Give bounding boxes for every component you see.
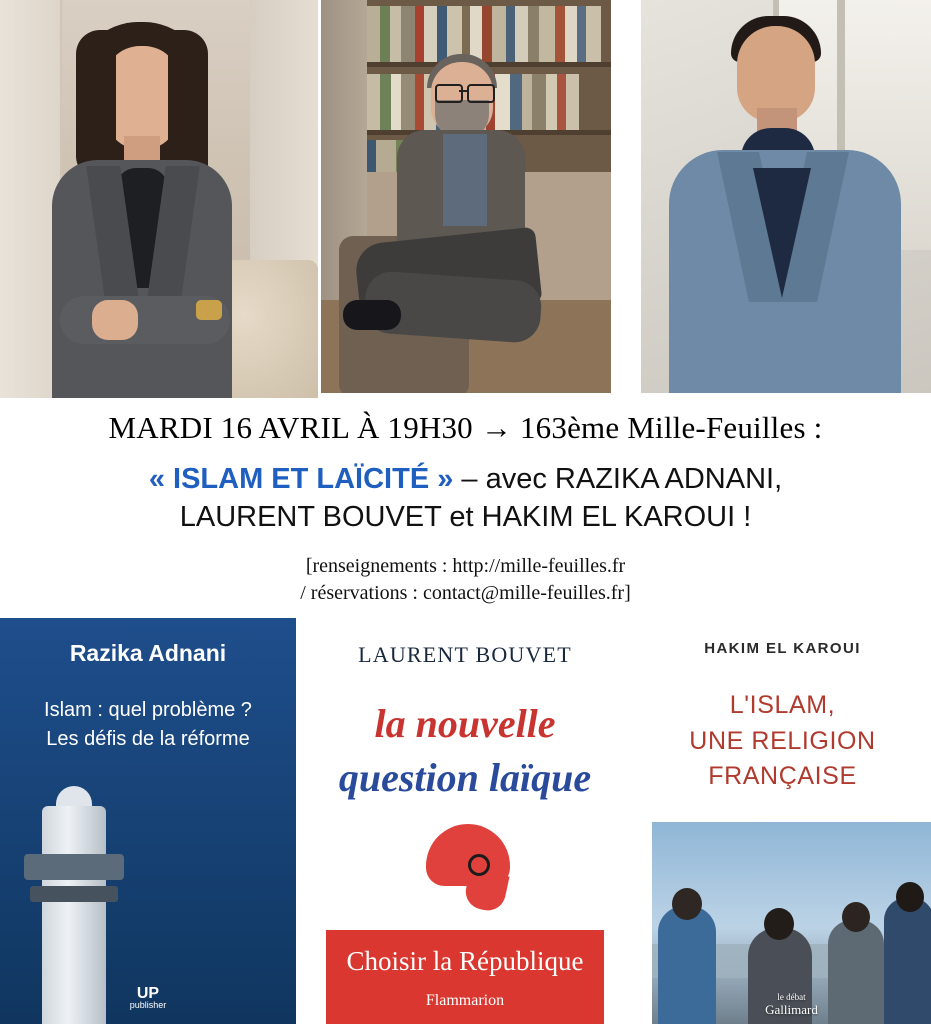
shoe xyxy=(343,300,401,330)
figure-head-2 xyxy=(764,908,794,940)
book-title-line-2: UNE RELIGION xyxy=(689,726,876,755)
book-title xyxy=(0,696,296,754)
figure-head-3 xyxy=(842,902,870,932)
figure-head-4 xyxy=(896,882,924,912)
event-info xyxy=(0,553,931,608)
publisher-name: UP xyxy=(136,985,160,1002)
photo-hakim-el-karoui xyxy=(641,0,931,393)
book-cover-bouvet xyxy=(310,618,620,1024)
portrait-photo-strip xyxy=(0,0,931,398)
book-title-line-1: Islam : quel problème ? xyxy=(44,699,252,721)
eyeglasses-bridge xyxy=(459,90,469,92)
photo-laurent-bouvet xyxy=(321,0,611,393)
band-title: Choisir la République xyxy=(346,946,584,976)
book-title-line-1: la nouvelle xyxy=(374,701,556,746)
event-title: « ISLAM ET LAÏCITÉ » xyxy=(148,463,454,495)
wristwatch xyxy=(196,300,222,320)
book-covers-strip xyxy=(0,618,931,1024)
eyeglasses-right-lens xyxy=(467,84,495,103)
speakers-line-2: LAURENT BOUVET et HAKIM EL KAROUI ! xyxy=(179,501,752,534)
info-line-1: [renseignements : http://mille-feuilles.fr xyxy=(305,554,626,577)
book-author: HAKIM EL KAROUI xyxy=(704,640,861,657)
eyeglasses-left-lens xyxy=(435,84,463,103)
speakers-line-1: – avec RAZIKA ADNANI, xyxy=(461,463,783,495)
event-title-row xyxy=(0,460,931,498)
book-title-line-2: question laïque xyxy=(338,755,592,800)
shirt xyxy=(443,134,487,226)
phrygian-cap-icon xyxy=(420,824,512,910)
publisher-sub: publisher xyxy=(129,1000,167,1010)
book-author: Razika Adnani xyxy=(69,640,227,666)
event-subline xyxy=(0,460,931,537)
minaret-balcony xyxy=(24,854,124,880)
photo-razika-adnani xyxy=(0,0,318,398)
book-cover-adnani xyxy=(0,618,296,1024)
book-title xyxy=(634,688,931,795)
cover-photograph xyxy=(652,822,931,1024)
minaret-balcony-lower xyxy=(30,886,118,902)
publisher-name: Gallimard xyxy=(765,1002,818,1017)
cover-band xyxy=(326,930,604,1024)
hair-strand-left xyxy=(76,30,116,180)
book-title-line-1: L'ISLAM, xyxy=(729,691,836,719)
book-title-line-2: Les défis de la réforme xyxy=(46,728,250,750)
collection-name: le débat xyxy=(777,992,806,1002)
publisher-name: Flammarion xyxy=(425,992,505,1009)
hand xyxy=(92,300,138,340)
cap-eyelet xyxy=(468,854,490,876)
cap-tail xyxy=(462,868,509,913)
publisher-logo xyxy=(0,985,296,1010)
book-title-line-3: FRANÇAISE xyxy=(708,762,857,790)
event-headline: MARDI 16 AVRIL À 19H30 → 163ème Mille-Feuilles : xyxy=(108,410,823,445)
book-cover-el-karoui xyxy=(634,618,931,1024)
info-line-2: / réservations : contact@mille-feuilles.fr] xyxy=(300,582,631,605)
figure-head-1 xyxy=(672,888,702,920)
publisher-imprint xyxy=(652,992,931,1018)
book-author: LAURENT BOUVET xyxy=(358,642,572,667)
